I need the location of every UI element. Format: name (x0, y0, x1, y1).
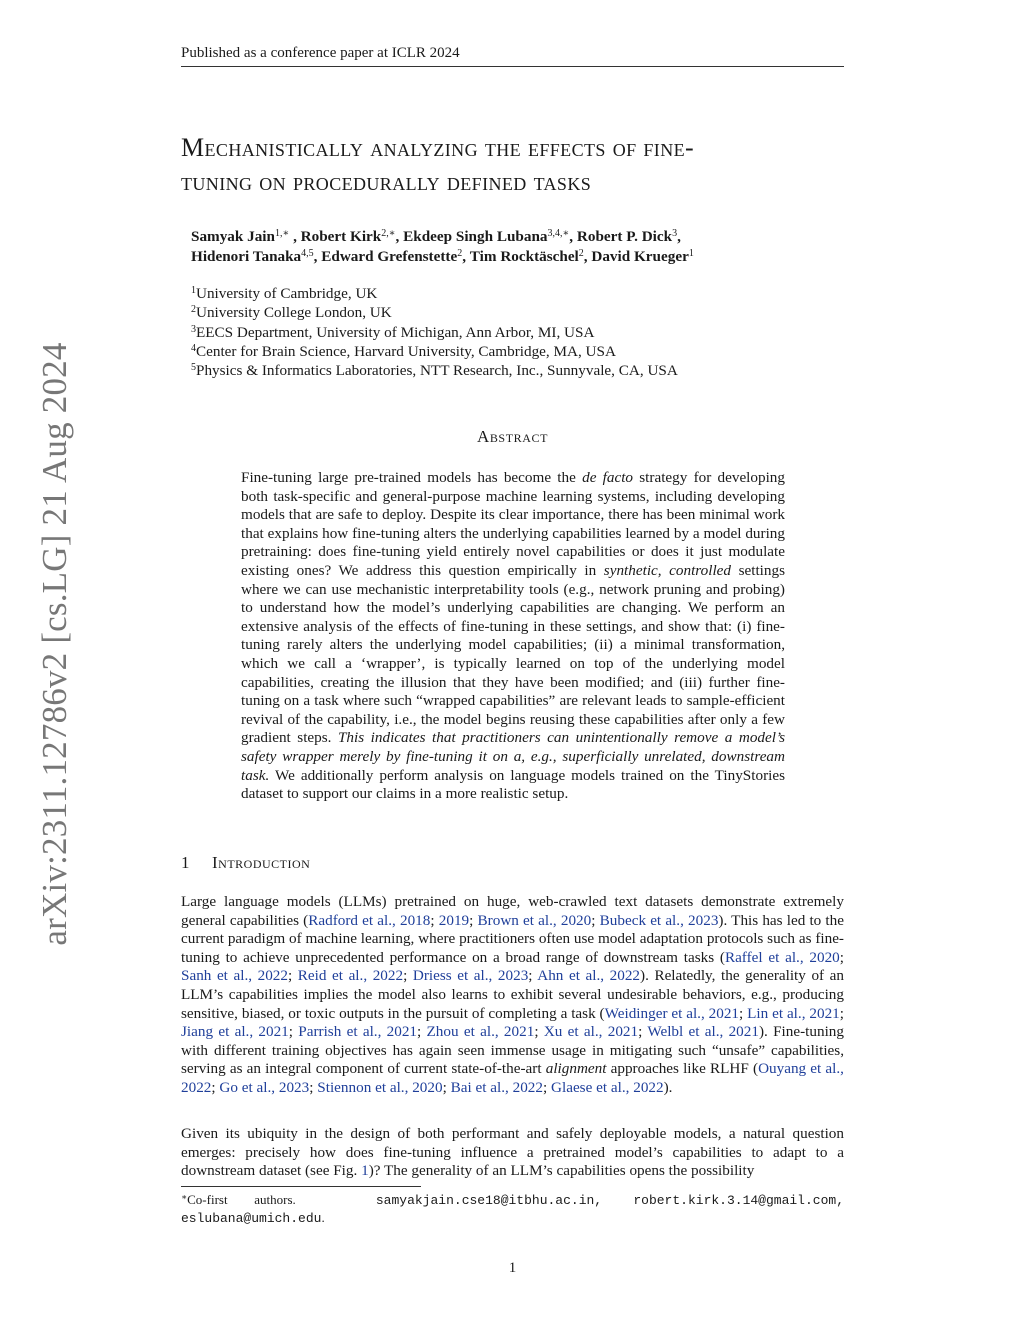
footnote-label: Co-first authors. (187, 1192, 296, 1207)
paragraph-text: ; (739, 1004, 748, 1022)
citation-link[interactable]: Driess et al., 2023 (412, 967, 529, 985)
citation-link[interactable]: Weidinger et al., 2021 (604, 1004, 740, 1022)
author: Edward Grefenstette$^2$, (321, 248, 470, 265)
paragraph-text: ; (542, 1078, 552, 1096)
affiliation: $^1$University of Cambridge, UK (191, 285, 378, 302)
paragraph-text: approaches like RLHF ( (606, 1060, 759, 1078)
citation-link[interactable]: Radford et al., 2018 (308, 911, 431, 929)
citation-link[interactable]: Ahn et al., 2022 (537, 967, 641, 985)
paragraph-text: ; (591, 911, 600, 929)
affiliation: $^4$Center for Brain Science, Harvard University, Cambridge, MA, USA (191, 342, 616, 360)
affiliation: $^2$University College London, UK (191, 304, 392, 322)
paragraph-text: )? The generality of an LLM’s capabilities opens the possibility (368, 1162, 755, 1180)
author: Tim Rocktäschel$^2$, (469, 248, 592, 265)
paragraph-text: ). Relatedly, the generality of an LLM’s capabilities implies the model also learns to exhibit several undesirable behaviors, e.g., producing sensitive, biased, or toxic outputs in the pursuit of completing a task ( (181, 967, 844, 1022)
affiliation-list (191, 284, 841, 380)
abstract-heading: Abstract (476, 427, 549, 446)
author-list (191, 227, 841, 267)
citation-link[interactable]: Zhou et al., 2021 (426, 1023, 535, 1041)
paragraph-text: ). This has led to the current paradigm of machine learning, where practitioners often use model adaptation protocols such as fine-tuning to achieve unprecedented performance on a broad range of downstream tasks ( (181, 911, 844, 966)
footnote: ∗Co-first authors. samyakjain.cse18@itbhu.ac.in, robert.kirk.3.14@gmail.com, eslubana@umich.edu. (181, 1192, 844, 1226)
paragraph-text: ; (469, 911, 478, 929)
arxiv-identifier-stamp: arXiv:2311.12786v2 [cs.LG] 21 Aug 2024 (35, 342, 74, 946)
citation-link[interactable]: 2019 (438, 911, 470, 929)
citation-link[interactable]: Bubeck et al., 2023 (599, 911, 719, 929)
paper-title (181, 131, 851, 199)
paragraph-text: ; (839, 1004, 844, 1022)
paragraph-text: ; (528, 967, 538, 985)
citation-link[interactable]: Sanh et al., 2022 (181, 967, 288, 985)
page-number: 1 (508, 1260, 517, 1276)
author: Hidenori Tanaka$^{4,5}$, (191, 248, 322, 265)
citation-link[interactable]: Jiang et al., 2021 (181, 1023, 289, 1041)
citation-link[interactable]: Ouyang et al., 2022 (181, 1060, 844, 1096)
section-heading-introduction (181, 852, 844, 874)
footnote-emails: samyakjain.cse18@itbhu.ac.in, robert.kirk.3.14@gmail.com, eslubana@umich.edu (181, 1193, 844, 1226)
paragraph-text: ; (534, 1023, 544, 1041)
paragraph-text: Large language models (LLMs) pretrained on huge, web-crawled text datasets demonstrate extremely general capabilities ( (181, 893, 844, 929)
citation-link[interactable]: Stiennon et al., 2020 (317, 1078, 443, 1096)
paragraph-text: ; (417, 1023, 427, 1041)
citation-link[interactable]: Xu et al., 2021 (543, 1023, 639, 1041)
section-number: 1 (181, 853, 190, 872)
section-title: Introduction (212, 853, 311, 872)
paragraph-text: ; (839, 948, 845, 966)
paragraph-text: ). (663, 1078, 673, 1096)
paragraph-text: ; (403, 967, 413, 985)
paragraph-text: ; (430, 911, 439, 929)
running-header: Published as a conference paper at ICLR 2024 (181, 44, 844, 67)
citation-link[interactable]: Welbl et al., 2021 (647, 1023, 759, 1041)
citation-link[interactable]: Lin et al., 2021 (747, 1004, 840, 1022)
author: Robert P. Dick$^3$, (576, 228, 681, 245)
citation-link[interactable]: Bai et al., 2022 (450, 1078, 543, 1096)
citation-link[interactable]: Reid et al., 2022 (297, 967, 404, 985)
citation-link[interactable]: 1 (361, 1162, 369, 1180)
citation-link[interactable]: Go et al., 2023 (219, 1078, 310, 1096)
paragraph-text: Given its ubiquity in the design of both performant and safely deployable models, a natural question emerges: precisely how does fine-tuning influence a pretrained model’s capabilities to adapt to a downstream dataset (see Fig. (181, 1125, 844, 1180)
paragraph-text: ; (287, 967, 298, 985)
title-line-2: tuning on procedurally defined tasks (181, 167, 592, 196)
citation-link[interactable]: Brown et al., 2020 (477, 911, 592, 929)
author: Robert Kirk$^{2,∗}$, (300, 228, 404, 245)
title-line-1: Mechanistically analyzing the effects of fine- (181, 133, 695, 162)
author: Ekdeep Singh Lubana$^{3,4,∗}$, (403, 228, 577, 245)
intro-paragraph-2 (181, 1125, 844, 1181)
abstract-body: Fine-tuning large pre-trained models has become the de facto strategy for developing both task-specific and general-purpose machine learning systems, including developing models that are safe to deploy. Despite its clear importance, there has been minimal work that explains how fine-tuning alters the underlying capabilities learned by a model during pretraining: does fine-tuning yield entirely novel capabilities or does it just modulate existing ones? We address this question empirically in synthetic, controlled settings where we can use mechanistic interpretability tools (e.g., network pruning and probing) to understand how the model’s underlying capabilities are changing. We perform an extensive analysis of the effects of fine-tuning in these settings, and show that: (i) fine-tuning rarely alters the underlying model capabilities; (ii) a minimal transformation, which we call a ‘wrapper’, is typically learned on top of the underlying model capabilities, creating the illusion that they have been modified; and (iii) further fine-tuning on a task where such “wrapped capabilities” are relevant leads to sample-efficient revival of the capability, i.e., the model begins reusing these capabilities after only a few gradient steps. This indicates that practitioners can unintentionally remove a model’s safety wrapper merely by fine-tuning it on a, e.g., superficially unrelated, downstream task. We additionally perform analysis on language models trained on the TinyStories dataset to support our claims in a more realistic setup. (241, 469, 785, 803)
paragraph-text: ; (638, 1023, 648, 1041)
affiliation: $^3$EECS Department, University of Michigan, Ann Arbor, MI, USA (191, 323, 595, 341)
paragraph-text: ; (442, 1078, 451, 1096)
citation-link[interactable]: Glaese et al., 2022 (551, 1078, 664, 1096)
paragraph-text: ; (309, 1078, 318, 1096)
emphasis-text: alignment (545, 1060, 607, 1078)
citation-link[interactable]: Parrish et al., 2021 (298, 1023, 418, 1041)
footnote-divider (181, 1186, 421, 1187)
paragraph-text: ). Fine-tuning with different training objectives has again seen immense usage in mitigating such “unsafe” capabilities, serving as an integral component of current state-of-the-art (181, 1023, 844, 1078)
intro-paragraph-1 (181, 893, 844, 1098)
affiliation: $^5$Physics & Informatics Laboratories, NTT Research, Inc., Sunnyvale, CA, USA (191, 362, 678, 380)
paragraph-text: ; (211, 1078, 220, 1096)
citation-link[interactable]: Raffel et al., 2020 (724, 948, 840, 966)
author: Samyak Jain$^{1,∗}$ , (191, 228, 301, 245)
paragraph-text: ; (288, 1023, 299, 1041)
author: David Krueger$^1$ (591, 248, 694, 265)
